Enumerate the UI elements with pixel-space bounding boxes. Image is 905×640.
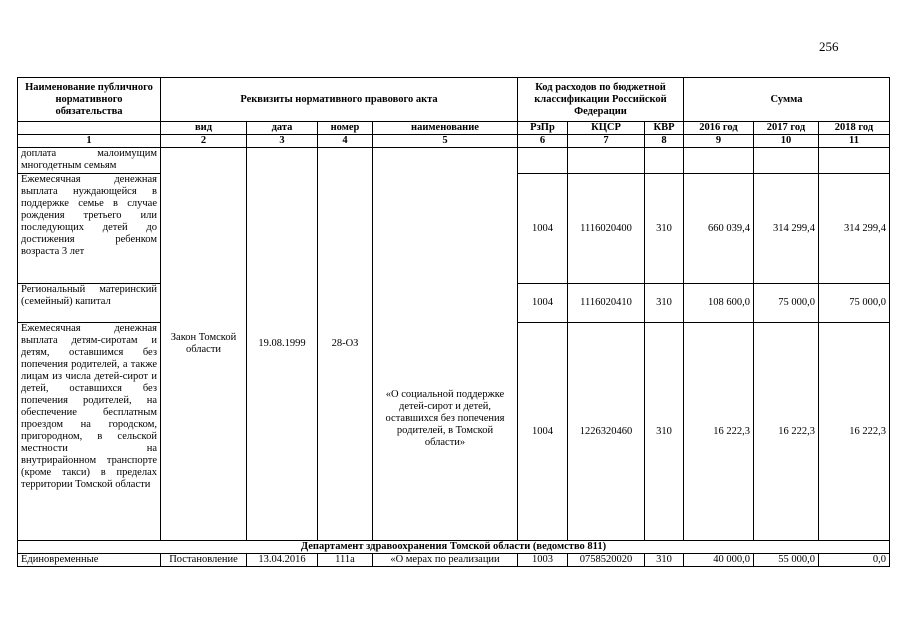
column-number: 1 (18, 135, 161, 148)
sum-2016-cell: 108 600,0 (684, 284, 754, 323)
rzpr-cell: 1004 (518, 284, 568, 323)
kcsr-cell (568, 148, 645, 174)
obligation-cell: Ежемесячная денежная выплата нуждающейся в поддержке семье в случае рождения третьего или последующих детей до достижения ребенком возраста 3 лет (18, 174, 161, 284)
sum-2018-cell: 0,0 (819, 554, 890, 567)
column-number: 10 (754, 135, 819, 148)
act-name-cell: «О мерах по реализации (373, 554, 518, 567)
kvr-cell: 310 (645, 323, 684, 541)
act-date-cell: 19.08.1999 (247, 148, 318, 541)
obligation-cell: Региональный материнский (семейный) капитал (18, 284, 161, 323)
page-number: 256 (819, 39, 839, 54)
sum-2016-cell: 16 222,3 (684, 323, 754, 541)
kcsr-cell: 1116020410 (568, 284, 645, 323)
act-vid-cell: Постановление (161, 554, 247, 567)
sum-2016-cell: 40 000,0 (684, 554, 754, 567)
column-number: 9 (684, 135, 754, 148)
kvr-cell: 310 (645, 554, 684, 567)
sum-2017-cell: 55 000,0 (754, 554, 819, 567)
sum-2018-cell: 314 299,4 (819, 174, 890, 284)
subheader-2018: 2018 год (819, 122, 890, 135)
obligation-cell: Ежемесячная денежная выплата детям-сиротам и детям, оставшимся без попечения родителей, а также лицам из числа детей-сирот и детей, оставшихся без попечения родителей, на обеспечение бесплатным проездом на городском, пригородном, в сельской местности на внутрирайонном транспорте (кроме такси) в пределах территории Томской области (18, 323, 161, 541)
subheader-name: наименование (373, 122, 518, 135)
header-act-requisites: Реквизиты нормативного правового акта (161, 78, 518, 122)
column-number: 2 (161, 135, 247, 148)
obligations-table (17, 77, 890, 567)
subheader-vid: вид (161, 122, 247, 135)
sum-2016-cell: 660 039,4 (684, 174, 754, 284)
subheader-number: номер (318, 122, 373, 135)
rzpr-cell: 1004 (518, 174, 568, 284)
kvr-cell: 310 (645, 174, 684, 284)
kcsr-cell: 0758520020 (568, 554, 645, 567)
act-name-text: «О социальной поддержке детей-сирот и детей, оставшихся без попечения родителей, в Томской области» (385, 389, 505, 448)
table-row (18, 554, 890, 567)
kvr-cell: 310 (645, 284, 684, 323)
subheader-kcsr: КЦСР (568, 122, 645, 135)
column-number: 7 (568, 135, 645, 148)
act-name-cell (373, 148, 518, 541)
kcsr-cell: 1226320460 (568, 323, 645, 541)
column-number: 8 (645, 135, 684, 148)
header-row (18, 78, 890, 122)
table-row (18, 148, 890, 174)
obligation-cell: Единовременные (18, 554, 161, 567)
act-date-cell: 13.04.2016 (247, 554, 318, 567)
column-number: 6 (518, 135, 568, 148)
section-title: Департамент здравоохранения Томской области (ведомство 811) (18, 541, 890, 554)
sum-2018-cell: 75 000,0 (819, 284, 890, 323)
rzpr-cell (518, 148, 568, 174)
sum-2016-cell (684, 148, 754, 174)
sum-2017-cell: 75 000,0 (754, 284, 819, 323)
sum-2017-cell (754, 148, 819, 174)
header-obligation-name: Наименование публичного нормативного обязательства (18, 78, 161, 122)
subheader-rzpr: РзПр (518, 122, 568, 135)
act-vid-cell: Закон Томской области (161, 148, 247, 541)
subheader-kvr: КВР (645, 122, 684, 135)
column-number: 11 (819, 135, 890, 148)
header-sum: Сумма (684, 78, 890, 122)
rzpr-cell: 1003 (518, 554, 568, 567)
section-row (18, 541, 890, 554)
subheader-empty (18, 122, 161, 135)
sum-2017-cell: 16 222,3 (754, 323, 819, 541)
sum-2018-cell (819, 148, 890, 174)
rzpr-cell: 1004 (518, 323, 568, 541)
column-number: 4 (318, 135, 373, 148)
column-number: 5 (373, 135, 518, 148)
subheader-2016: 2016 год (684, 122, 754, 135)
subheader-date: дата (247, 122, 318, 135)
column-number: 3 (247, 135, 318, 148)
obligation-cell: доплата малоимущим многодетным семьям (18, 148, 161, 174)
sum-2018-cell: 16 222,3 (819, 323, 890, 541)
subheader-row (18, 122, 890, 135)
kcsr-cell: 1116020400 (568, 174, 645, 284)
subheader-2017: 2017 год (754, 122, 819, 135)
column-numbers-row (18, 135, 890, 148)
header-budget-code: Код расходов по бюджетной классификации Российской Федерации (518, 78, 684, 122)
kvr-cell (645, 148, 684, 174)
act-number-cell: 111а (318, 554, 373, 567)
act-number-cell: 28-ОЗ (318, 148, 373, 541)
sum-2017-cell: 314 299,4 (754, 174, 819, 284)
